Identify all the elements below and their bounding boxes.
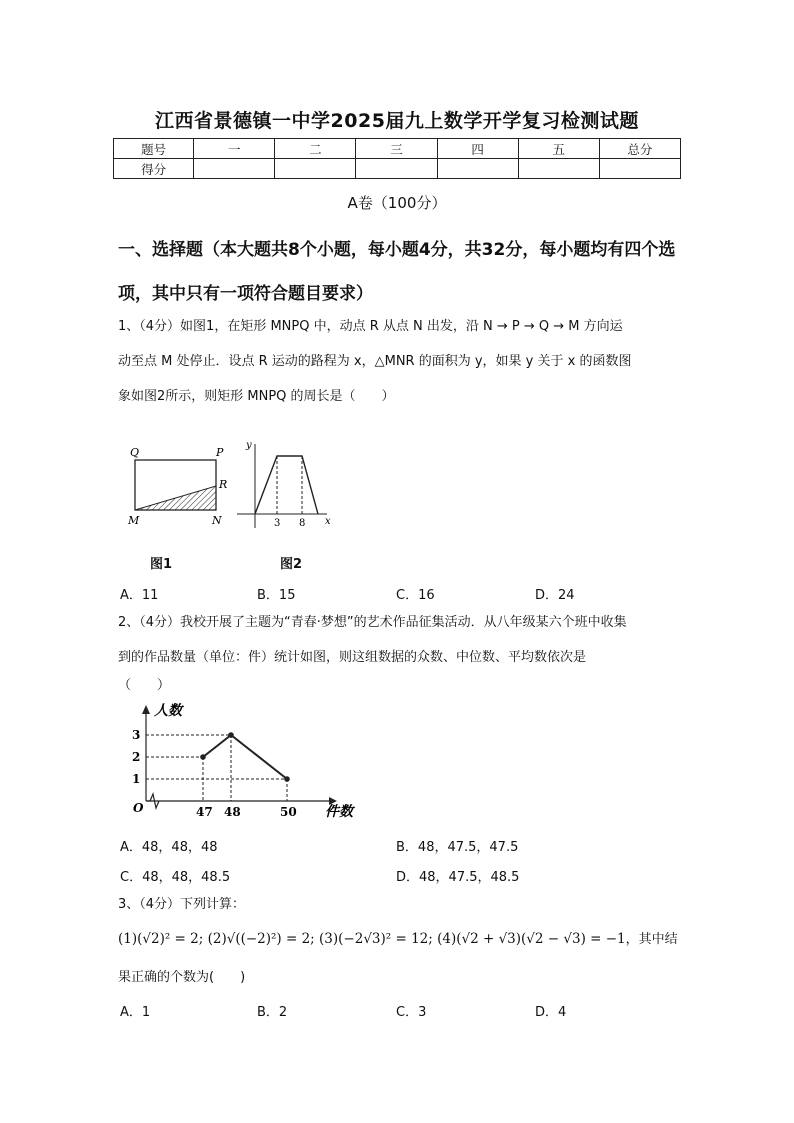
chart-x-tick-label: 48 xyxy=(224,805,241,819)
q3-line3: 果正确的个数为( ) xyxy=(118,970,246,985)
q3-formula-tail: ，其中结 xyxy=(625,932,678,947)
score-table xyxy=(113,138,681,179)
q2-line2: 到的作品数量（单位：件）统计如图，则这组数据的众数、中位数、平均数依次是 xyxy=(118,650,587,665)
chart-y-arrow xyxy=(142,705,150,714)
q3-formula-4: (4)(√2 + √3)(√2 − √3) = −1 xyxy=(437,931,626,947)
score-header-cell: 题号 xyxy=(114,139,194,159)
score-table-header-row xyxy=(114,139,681,159)
score-header-cell: 二 xyxy=(275,139,356,159)
q1-line3: 象如图2所示，则矩形 MNPQ 的周长是（ ） xyxy=(118,389,395,404)
score-cell[interactable] xyxy=(356,159,437,179)
label-n: N xyxy=(212,514,222,527)
fig2-caption: 图2 xyxy=(280,557,303,572)
score-header-cell: 一 xyxy=(194,139,275,159)
q3-line1: 3、（4分）下列计算： xyxy=(118,897,246,912)
score-header-cell: 四 xyxy=(437,139,518,159)
q2-line3: （ ） xyxy=(118,678,171,693)
q3-option-b[interactable]: B．2 xyxy=(257,1005,288,1020)
exam-title: 江西省景德镇一中学2025届九上数学开学复习检测试题 xyxy=(155,110,639,132)
q1-figures xyxy=(120,440,355,535)
chart-data-point xyxy=(200,754,206,760)
score-cell[interactable] xyxy=(194,159,275,179)
chart-data-point xyxy=(284,776,290,782)
q3-formula-1: (1)(√2)² = 2; xyxy=(118,931,204,947)
q3-formula-2: (2)√((−2)²) = 2; xyxy=(207,931,315,947)
score-cell[interactable] xyxy=(518,159,599,179)
chart-y-title: 人数 xyxy=(154,703,182,719)
part1-heading: 一、选择题（本大题共8个小题，每小题4分，共32分，每小题均有四个选项，其中只有一项符合题目要求） xyxy=(118,240,676,304)
chart-x-title: 件数 xyxy=(325,804,353,820)
q2-line1: 2、（4分）我校开展了主题为“青春·梦想”的艺术作品征集活动．从八年级某六个班中收集 xyxy=(118,615,627,630)
q3-option-a[interactable]: A．1 xyxy=(120,1005,151,1020)
q2-option-b[interactable]: B．48，47.5，47.5 xyxy=(396,840,519,855)
score-cell[interactable] xyxy=(275,159,356,179)
fig2-y-label: y xyxy=(246,440,252,451)
q1-option-b[interactable]: B．15 xyxy=(257,588,296,603)
q2-option-a[interactable]: A．48，48，48 xyxy=(120,840,218,855)
chart-data-point xyxy=(228,732,234,738)
fig2-function-graph xyxy=(255,456,318,514)
q2-option-c[interactable]: C．48，48，48.5 xyxy=(120,870,231,885)
label-m: M xyxy=(128,514,140,527)
label-r: R xyxy=(219,478,228,491)
score-cell[interactable] xyxy=(599,159,680,179)
score-header-cell: 五 xyxy=(518,139,599,159)
fig2-tick-3: 3 xyxy=(274,518,281,529)
section-a-heading: A卷（100分） xyxy=(347,194,447,212)
chart-x-tick-label: 50 xyxy=(280,805,297,819)
q1-line2: 动至点 M 处停止．设点 R 运动的路程为 x，△MNR 的面积为 y，如果 y 关于 x 的函数图 xyxy=(118,354,632,369)
shaded-triangle-mnr xyxy=(135,486,216,510)
q2-line-chart xyxy=(115,700,365,825)
fig2-x-label: x xyxy=(325,516,331,527)
score-cell[interactable] xyxy=(437,159,518,179)
q1-line1: 1、（4分）如图1，在矩形 MNPQ 中，动点 R 从点 N 出发，沿 N → P → Q → M 方向运 xyxy=(118,319,623,334)
q3-option-d[interactable]: D．4 xyxy=(535,1005,567,1020)
score-row-label: 得分 xyxy=(114,159,194,179)
chart-y-tick-label: 3 xyxy=(132,728,141,742)
score-header-cell: 三 xyxy=(356,139,437,159)
q3-formula-3: (3)(−2√3)² = 12; xyxy=(319,931,433,947)
label-q: Q xyxy=(130,446,140,459)
chart-y-tick-label: 1 xyxy=(132,772,141,786)
q1-option-a[interactable]: A．11 xyxy=(120,588,159,603)
chart-x-tick-label: 47 xyxy=(196,805,213,819)
fig2-tick-8: 8 xyxy=(299,518,306,529)
q3-option-c[interactable]: C．3 xyxy=(396,1005,427,1020)
q1-option-c[interactable]: C．16 xyxy=(396,588,435,603)
score-header-cell: 总分 xyxy=(599,139,680,159)
label-p: P xyxy=(216,446,224,459)
chart-series-line xyxy=(203,735,287,779)
q3-formula-line xyxy=(118,928,688,947)
chart-y-tick-label: 2 xyxy=(132,750,141,764)
q1-option-d[interactable]: D．24 xyxy=(535,588,575,603)
score-table-score-row xyxy=(114,159,681,179)
q2-option-d[interactable]: D．48，47.5，48.5 xyxy=(396,870,520,885)
chart-origin-label: O xyxy=(133,801,144,815)
fig1-caption: 图1 xyxy=(150,557,173,572)
